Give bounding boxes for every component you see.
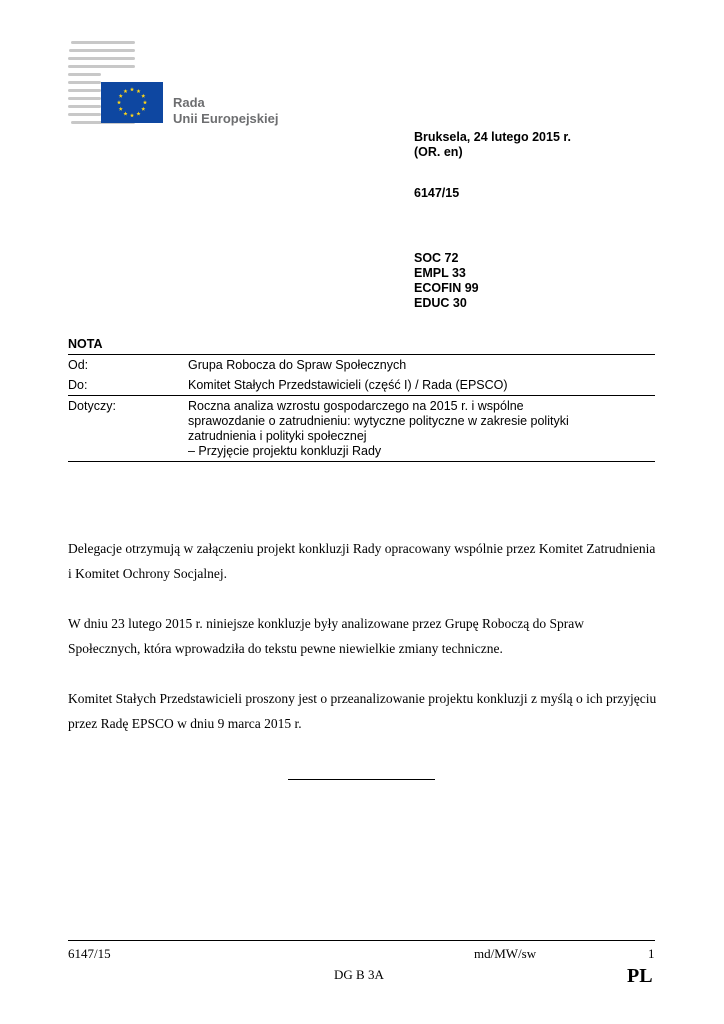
body-paragraph: Delegacje otrzymują w załączeniu projekt konkluzji Rady opracowany wspólnie przez Komitet Zatrudnienia i Komitet Ochrony Socjalnej. [68, 541, 656, 581]
language-code: PL [627, 965, 653, 987]
org-name-line1: Rada [173, 95, 205, 110]
subject-line: zatrudnienia i polityki społecznej [188, 429, 367, 443]
body-paragraph: Komitet Stałych Przedstawicieli proszony jest o przeanalizowanie projektu konkluzji z myślą o ich przyjęciu przez Radę EPSCO w dniu 9 marca 2015 r. [68, 691, 657, 731]
end-of-text-rule [288, 779, 435, 780]
footer-rule [68, 940, 655, 941]
org-name-line2: Unii Europejskiej [173, 111, 279, 126]
document-meta [414, 130, 571, 311]
code-educ: EDUC 30 [414, 296, 467, 310]
nota-title: NOTA [68, 336, 655, 355]
council-logo [68, 40, 168, 126]
document-body [68, 536, 658, 761]
subject-line: Roczna analiza wzrostu gospodarczego na 2015 r. i wspólne [188, 399, 524, 413]
from-value: Grupa Robocza do Spraw Społecznych [188, 358, 407, 372]
subject-line: – Przyjęcie projektu konkluzji Rady [188, 444, 382, 458]
footer-directorate: DG B 3A [334, 967, 384, 982]
reference-number: 6147/15 [414, 186, 460, 200]
footer-initials: md/MW/sw [474, 946, 537, 961]
nota-row-from [68, 355, 655, 375]
place-date: Bruksela, 24 lutego 2015 r. [414, 130, 572, 144]
original-language: (OR. en) [414, 145, 463, 159]
code-soc: SOC 72 [414, 251, 459, 265]
nota-row-to [68, 375, 655, 396]
footer-reference: 6147/15 [68, 946, 111, 961]
subject-label: Dotyczy: [68, 399, 116, 413]
code-empl: EMPL 33 [414, 266, 466, 280]
nota-table [68, 336, 655, 462]
page-number: 1 [648, 946, 655, 961]
body-paragraph: W dniu 23 lutego 2015 r. niniejsze konkluzje były analizowane przez Grupę Roboczą do Spraw Społecznych, która wprowadziła do tekstu pewne niewielkie zmiany techniczne. [68, 616, 584, 656]
from-label: Od: [68, 358, 89, 372]
to-value: Komitet Stałych Przedstawicieli (część I) / Rada (EPSCO) [188, 378, 508, 392]
subject-line: sprawozdanie o zatrudnieniu: wytyczne polityczne w zakresie polityki [188, 414, 569, 428]
nota-row-subject [68, 396, 655, 462]
code-ecofin: ECOFIN 99 [414, 281, 479, 295]
interinstitutional-codes [414, 251, 571, 311]
to-label: Do: [68, 378, 88, 392]
subject-value [188, 399, 655, 459]
org-name [173, 95, 278, 127]
